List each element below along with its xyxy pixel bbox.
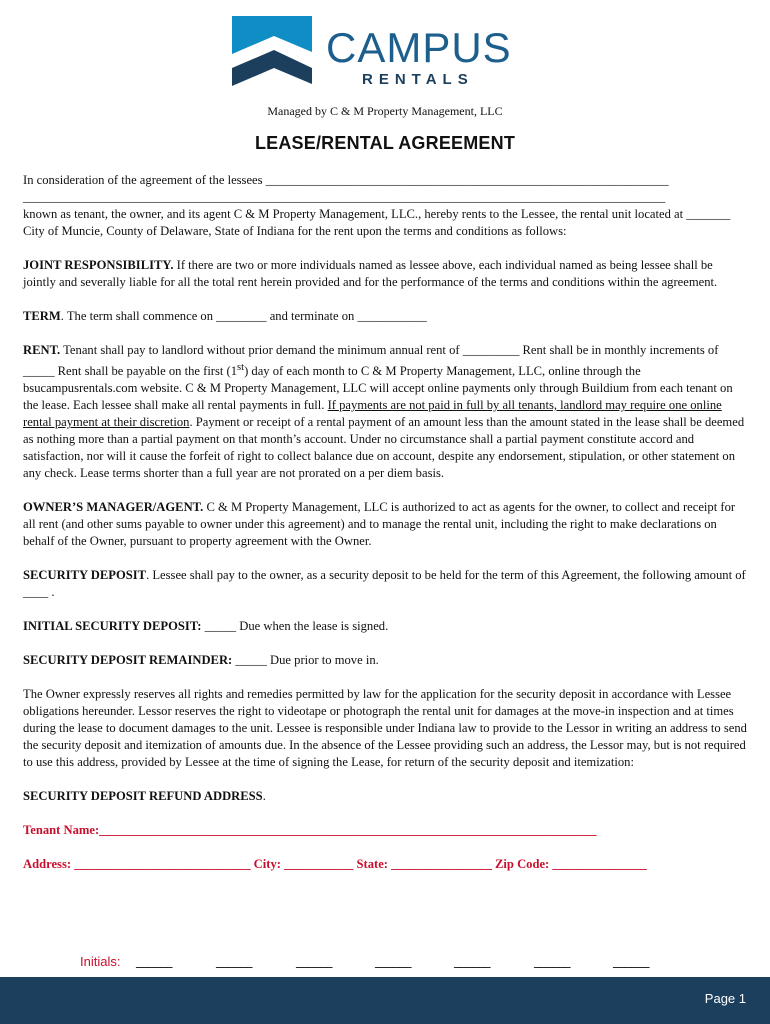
page-number: Page 1 bbox=[704, 991, 746, 1006]
initials-blank[interactable]: ______ bbox=[216, 954, 252, 969]
initial-deposit-heading: INITIAL SECURITY DEPOSIT: bbox=[23, 619, 202, 634]
manager-text: C & M Property Management, LLC is authorized to act as agents for the owner, to collect and receipt for all rent (and other sums payable to owner under this agreement) and to manage the rental unit, including the right to make declarations on behalf of the Owner, pursuant to property agreement with the Owner. bbox=[23, 500, 736, 549]
rent-text-c: . Payment or receipt of a rental payment of an amount less than the amount stated in the lease shall be deemed as nothing more than a partial payment on that month’s account. Under no circumstance shall a partial payment constitute accord and satisfaction, nor will it cause the forfeit of right to collect balance due on account, despite any endorsement, stipulation, or other statement on any check. Lease terms shorter than a full year are not prorated on a per diem basis. bbox=[23, 415, 745, 481]
security-deposit-paragraph bbox=[23, 567, 747, 601]
joint-heading: JOINT RESPONSIBILITY. bbox=[23, 258, 174, 272]
address-line-field[interactable]: Address: ____________________________ City: ___________ State: ________________ Zip Code: _______________ bbox=[23, 857, 647, 872]
initials-blank[interactable]: ______ bbox=[375, 954, 411, 969]
rent-text-b: ) day of each month to C & M Property Management, LLC, online through the bsucampusrentals.com website. C & M Property Management, LLC will accept online payments only through Buildium from each tenant on the lease. Each lessee shall make all rental payments in full. bbox=[23, 364, 733, 413]
term-paragraph bbox=[23, 308, 747, 325]
intro-line-3: known as tenant, the owner, and its agent C & M Property Management, LLC., hereby rents to the Lessee, the rental unit located at _______ City of Muncie, County of Delaware, State of Indiana for the rent upon the terms and conditions as follows: bbox=[23, 207, 731, 238]
term-heading: TERM bbox=[23, 309, 61, 323]
refund-heading: SECURITY DEPOSIT REFUND ADDRESS bbox=[23, 789, 263, 804]
rent-heading: RENT. bbox=[23, 343, 61, 357]
initials-blank[interactable]: ______ bbox=[296, 954, 332, 969]
logo-sub-text: RENTALS bbox=[362, 71, 474, 88]
intro-paragraph bbox=[23, 172, 747, 240]
initials-blank[interactable]: ______ bbox=[534, 954, 570, 969]
rent-text-a: Tenant shall pay to landlord without prior demand the minimum annual rent of _________ Rent shall be in monthly increments of _____ Rent shall be payable on the first (1 bbox=[23, 343, 719, 379]
initials-blank[interactable]: ______ bbox=[454, 954, 490, 969]
page-footer bbox=[0, 977, 770, 1024]
campus-rentals-logo bbox=[232, 16, 532, 100]
initials-blank[interactable]: ______ bbox=[136, 954, 172, 969]
deposit-remainder-paragraph bbox=[23, 652, 747, 669]
deposit-text: . Lessee shall pay to the owner, as a security deposit to be held for the term of this Agreement, the following amount of ____ . bbox=[23, 568, 746, 600]
refund-tail: . bbox=[262, 789, 266, 804]
intro-line-2: ______________________________________________________________________________________________________ bbox=[23, 190, 666, 204]
house-roof-icon bbox=[232, 16, 532, 100]
manager-heading: OWNER’S MANAGER/AGENT. bbox=[23, 500, 204, 515]
managed-by-line: Managed by C & M Property Management, LLC bbox=[267, 104, 503, 118]
initial-deposit-text: _____ Due when the lease is signed. bbox=[201, 619, 389, 634]
remainder-text: _____ Due prior to move in. bbox=[232, 653, 379, 668]
intro-line-1: In consideration of the agreement of the lessees ________________________________________________________________ bbox=[23, 173, 669, 187]
rent-paragraph bbox=[23, 342, 747, 482]
joint-responsibility-paragraph bbox=[23, 257, 747, 291]
refund-address-paragraph bbox=[23, 788, 747, 805]
rent-underlined-clause: If payments are not paid in full by all tenants, landlord may require one online rental payment at their discretion bbox=[23, 398, 722, 430]
initial-deposit-paragraph bbox=[23, 618, 747, 635]
logo-main-text: CAMPUS bbox=[326, 24, 512, 71]
remainder-heading: SECURITY DEPOSIT REMAINDER: bbox=[23, 653, 233, 668]
document-title: LEASE/RENTAL AGREEMENT bbox=[254, 133, 516, 153]
manager-paragraph bbox=[23, 499, 747, 550]
deposit-heading: SECURITY DEPOSIT bbox=[23, 568, 147, 583]
rent-superscript: st bbox=[237, 362, 245, 373]
initials-blank[interactable]: ______ bbox=[613, 954, 649, 969]
initials-label: Initials: bbox=[80, 954, 121, 969]
agreement-body bbox=[23, 172, 747, 890]
term-text: . The term shall commence on ________ and terminate on ___________ bbox=[60, 309, 427, 323]
tenant-name-field[interactable]: Tenant Name:_______________________________________________________________________________ bbox=[23, 823, 597, 838]
rights-paragraph: The Owner expressly reserves all rights and remedies permitted by law for the application for the security deposit in accordance with Lessee obligations hereunder. Lessor reserves the right to videotape or photograph the rental unit for damages at the move-in inspection and at times during the lease to document damages to the unit. Lessee is responsible under Indiana law to provide to the Lessor in writing an address to send the security deposit and itemization of amounts due. In the absence of the Lessee providing such an address, the Lessor may, but is not required to use this address, provided by Lessee at the time of signing the Lease, for return of the security deposit and itemization: bbox=[23, 687, 747, 770]
joint-text: If there are two or more individuals named as lessee above, each individual named as being lessee shall be jointly and severally liable for all the total rent herein provided and for the performance of the terms and conditions within the agreement. bbox=[23, 258, 718, 289]
